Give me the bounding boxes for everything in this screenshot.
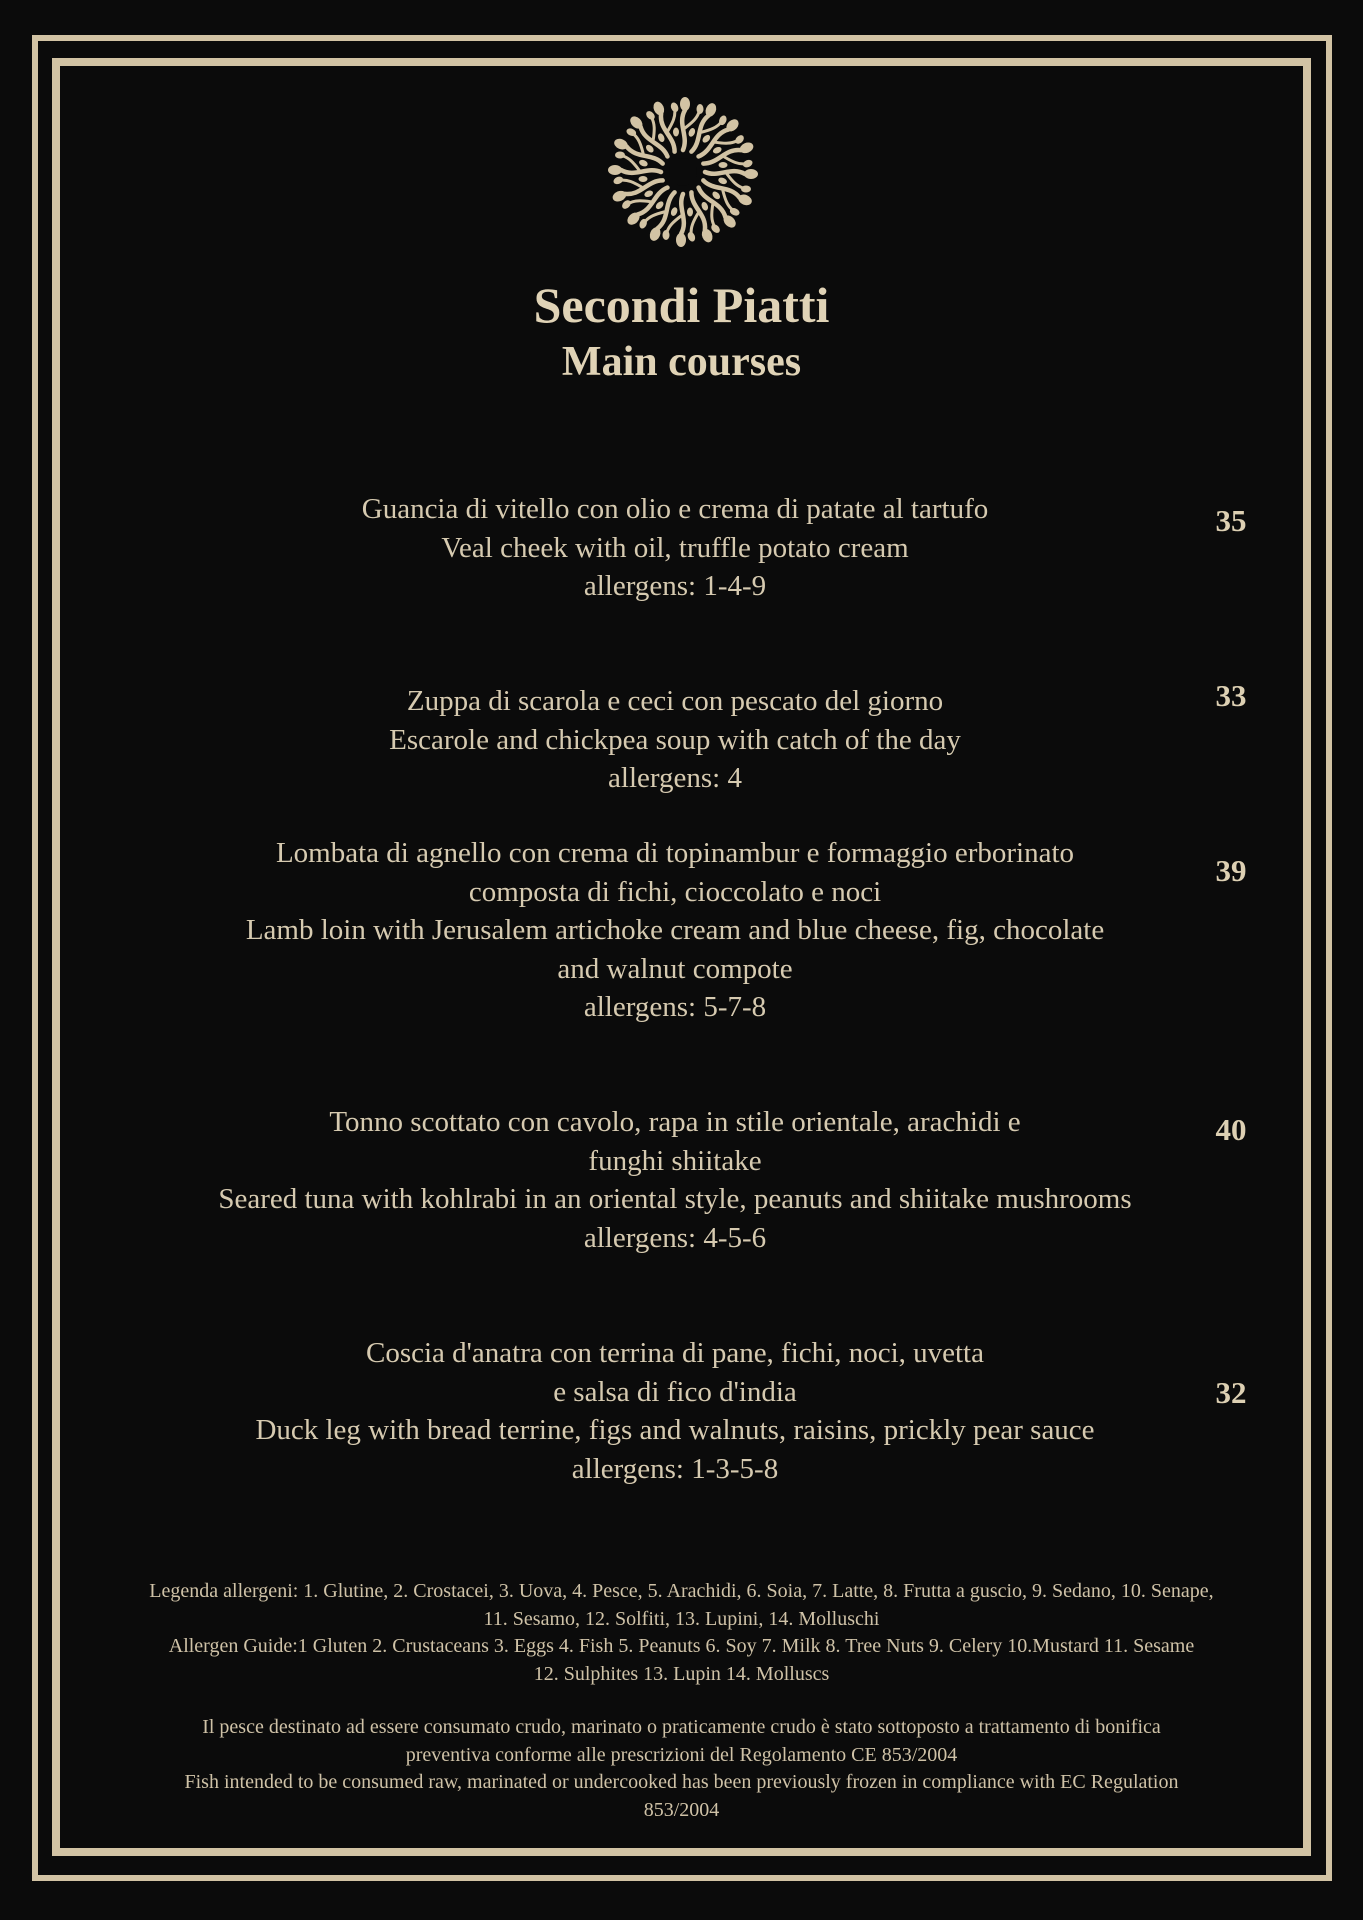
dish-name-english-cont: and walnut compote bbox=[557, 952, 793, 985]
dish-allergens: allergens: 4-5-6 bbox=[583, 1221, 767, 1254]
fish-notice-line: Il pesce destinato ad essere consumato crudo, marinato o praticamente crudo è stato sottoposto a trattamento di bonifica bbox=[202, 1716, 1161, 1738]
dish-item bbox=[120, 1334, 1230, 1488]
dish-price: 32 bbox=[1215, 1375, 1247, 1410]
fish-notice bbox=[80, 1714, 1283, 1824]
dish-name-italian-cont: funghi shiitake bbox=[588, 1144, 762, 1177]
fish-notice-line: Fish intended to be consumed raw, marinated or undercooked has been previously frozen in compliance with EC Regulation bbox=[184, 1771, 1179, 1793]
menu-title-italian: Secondi Piatti bbox=[533, 277, 830, 333]
dish-allergens: allergens: 1-4-9 bbox=[583, 570, 767, 602]
dish-name-italian: Zuppa di scarola e ceci con pescato del giorno bbox=[406, 685, 944, 717]
dish-name-english: Veal cheek with oil, truffle potato cream bbox=[441, 531, 909, 564]
allergen-legend bbox=[80, 1578, 1283, 1688]
dish-name-english: Lamb loin with Jerusalem artichoke cream and blue cheese, fig, chocolate bbox=[245, 914, 1105, 946]
dish-name-italian: Tonno scottato con cavolo, rapa in stile orientale, arachidi e bbox=[329, 1106, 1021, 1138]
fish-notice-line: preventiva conforme alle prescrizioni del Regolamento CE 853/2004 bbox=[405, 1743, 958, 1766]
dish-price: 35 bbox=[1215, 503, 1247, 538]
allergen-legend-line: Legenda allergeni: 1. Glutine, 2. Crostacei, 3. Uova, 4. Pesce, 5. Arachidi, 6. Soia, 7. Latte, 8. Frutta a guscio, 9. Sedano, 10. Senape, bbox=[149, 1580, 1214, 1602]
dish-name-italian: Lombata di agnello con crema di topinambur e formaggio erborinato bbox=[275, 837, 1075, 869]
dish-item bbox=[120, 490, 1230, 606]
dish-name-italian-cont: composta di fichi, cioccolato e noci bbox=[468, 875, 882, 908]
dish-allergens: allergens: 1-3-5-8 bbox=[571, 1452, 779, 1485]
dish-allergens: allergens: 5-7-8 bbox=[583, 991, 767, 1023]
dish-name-english: Escarole and chickpea soup with catch of the day bbox=[389, 723, 961, 756]
dish-name-italian-cont: e salsa di fico d'india bbox=[553, 1375, 797, 1408]
dish-name-italian: Coscia d'anatra con terrina di pane, fichi, noci, uvetta bbox=[365, 1337, 984, 1369]
allergen-legend-line: Allergen Guide:1 Gluten 2. Crustaceans 3. Eggs 4. Fish 5. Peanuts 6. Soy 7. Milk 8. Tree Nuts 9. Celery 10.Mustard 11. Sesame bbox=[168, 1635, 1195, 1657]
dish-price: 33 bbox=[1215, 678, 1247, 713]
fish-notice-line: 853/2004 bbox=[643, 1798, 720, 1821]
dish-price: 40 bbox=[1215, 1112, 1247, 1147]
menu-title-english: Main courses bbox=[561, 339, 802, 385]
dish-item bbox=[120, 834, 1230, 1027]
dish-name-italian: Guancia di vitello con olio e crema di patate al tartufo bbox=[361, 493, 989, 525]
allergen-legend-line: 11. Sesamo, 12. Solfiti, 13. Lupini, 14. Molluschi bbox=[483, 1607, 880, 1630]
dish-item bbox=[120, 1103, 1230, 1257]
dish-name-english: Seared tuna with kohlrabi in an oriental style, peanuts and shiitake mushrooms bbox=[218, 1183, 1132, 1215]
dish-name-english: Duck leg with bread terrine, figs and walnuts, raisins, prickly pear sauce bbox=[255, 1414, 1095, 1446]
dish-allergens: allergens: 4 bbox=[608, 762, 742, 794]
dish-price: 39 bbox=[1215, 853, 1247, 888]
dish-item bbox=[120, 682, 1230, 798]
floral-mandala-icon bbox=[603, 92, 763, 252]
allergen-legend-line: 12. Sulphites 13. Lupin 14. Molluscs bbox=[533, 1662, 830, 1685]
